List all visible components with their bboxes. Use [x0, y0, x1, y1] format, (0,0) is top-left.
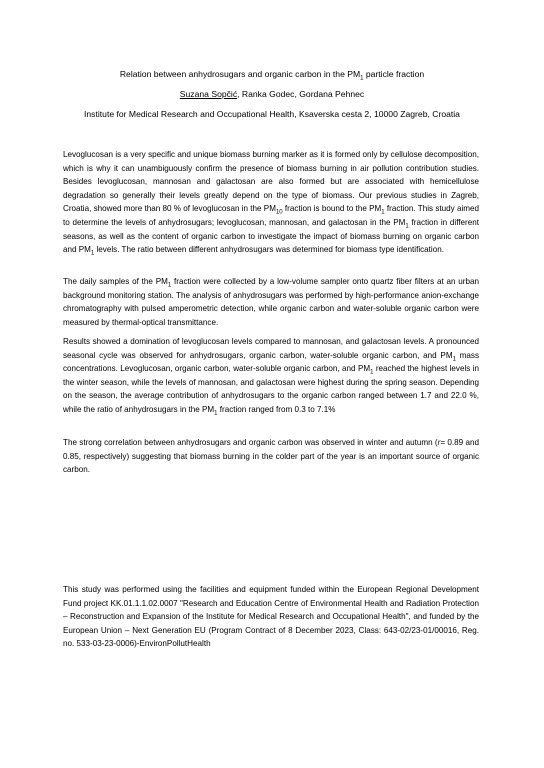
title-subscript: 1	[360, 75, 364, 82]
paragraph-conclusion: The strong correlation between anhydrosugars and organic carbon was observed in winter and autumn (r= 0.89 and 0.85, respectively) suggesting that biomass burning in the colder part of the year is an important source of organic carbon.	[63, 438, 479, 475]
author-list	[0, 88, 544, 100]
affiliation: Institute for Medical Research and Occupational Health, Ksaverska cesta 2, 10000 Zagreb, Croatia	[84, 109, 460, 119]
paragraph-introduction: Levoglucosan is a very specific and unique biomass burning marker as it is formed only by cellulose decomposition, which is why it can unambiguously confirm the presence of biomass burning in air pollution contribution studies. Besides levoglucosan, mannosan and galactosan are also formed but are associated with hemicellulose degradation so generally their levels greatly depend on the type of biomass. Our previous studies in Zagreb, Croatia, showed more than 80 % of levoglucosan in the $PM_{10}$ fraction is bound to the $PM_1$ fraction. This study aimed to determine the levels of anhydrosugars; levoglucosan, mannosan, and galactosan in the $PM_1$ fraction in different seasons, as well as the content of organic carbon to investigate the impact of biomass burning on organic carbon and $PM_1$ levels. The ratio between different anhydrosugars was determined for biomass type identification.	[63, 150, 479, 257]
document-title	[0, 68, 544, 80]
title-text: Relation between anhydrosugars and organic carbon in the PM	[119, 69, 361, 79]
paragraph-acknowledgement: This study was performed using the facilities and equipment funded within the European Regional Development Fund project KK.01.1.1.02.0007 "Research and Education Centre of Environmental Health and Radiation Protection – Reconstruction and Expansion of the Institute for Medical Research and Occupational Health", and funded by the European Union – Next Generation EU (Program Contract of 8 December 2023, Class: 643-02/23-01/00016, Reg. no. 533-03-23-0006)-EnvironPollutHealth	[63, 585, 479, 649]
paragraph-results: Results showed a domination of levoglucosan levels compared to mannosan, and galactosan levels. A pronounced seasonal cycle was observed for anhydrosugars, organic carbon, water-soluble organic carbon, and $PM_1$ mass concentrations. Levoglucosan, organic carbon, water-soluble organic carbon, and $PM_1$ reached the highest levels in the winter season, while the levels of mannosan, and galactosan were highest during the spring season. Depending on the season, the average contribution of anhydrosugars to the organic carbon ranged between 1.7 and 22.0 %, while the ratio of anhydrosugars in the $PM_1$ fraction ranged from 0.3 to 7.1%	[63, 337, 479, 417]
paragraph-methods: The daily samples of the $PM_1$ fraction were collected by a low-volume sampler onto quartz fiber filters at an urban background monitoring station. The analysis of anhydrosugars was performed by high-performance anion-exchange chromatography with pulsed amperometric detection, while organic carbon and water-soluble organic carbon were measured by thermal-optical transmittance.	[63, 277, 479, 327]
presenting-author: Suzana Sopčić	[179, 89, 238, 99]
co-authors: , Ranka Godec, Gordana Pehnec	[237, 89, 365, 99]
title-text-end: particle fraction	[363, 69, 425, 79]
